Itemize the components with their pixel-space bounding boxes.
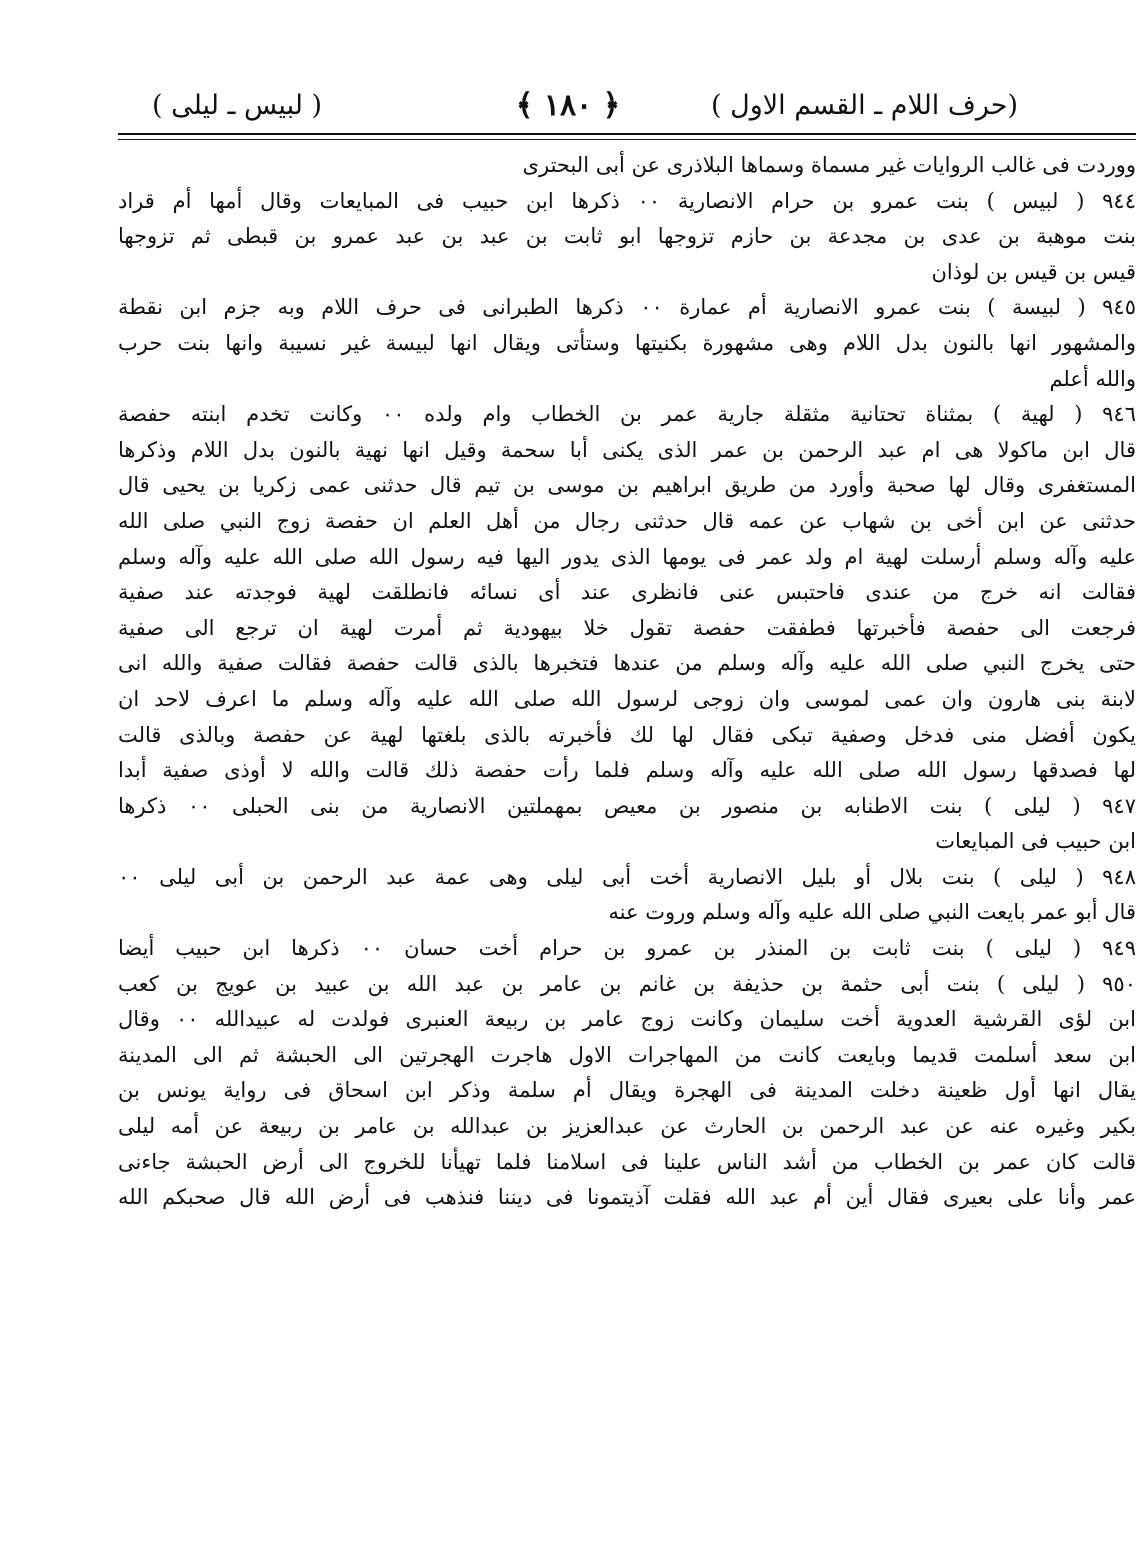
text-line: ٩٤٦ ( لهية ) بمثناة تحتانية مثقلة جارية عمر بن الخطاب وام ولده ٠٠ وكانت تخدم ابنته حفصة bbox=[118, 402, 1136, 427]
page-header bbox=[118, 86, 1018, 130]
text-line: حتى يخرج النبي صلى الله عليه وآله وسلم من عندها فتخبرها بالذى قالت حفصة فقالت صفية والله انى bbox=[118, 651, 1136, 676]
text-line: عليه وآله وسلم أرسلت لهية ام ولد عمر فى يومها الذى يدور اليها فيه رسول الله صلى الله عليه وآله وسلم bbox=[118, 544, 1136, 569]
text-line: فرجعت الى حفصة فأخبرتها فطفقت حفصة تقول خلا بيهودية ثم أمرت لهية ان ترجع الى صفية bbox=[118, 615, 1136, 640]
text-line: ٩٤٤ ( لبيس ) بنت عمرو بن حرام الانصارية ٠٠ ذكرها ابن حبيب فى المبايعات وقال أمها أم قراد bbox=[118, 188, 1136, 213]
text-line: ٩٤٩ ( ليلى ) بنت ثابت بن المنذر بن عمرو بن حرام أخت حسان ٠٠ ذكرها ابن حبيب أيضا bbox=[118, 936, 1136, 961]
text-line: يقال انها أول ظعينة دخلت المدينة فى الهجرة ويقال أم سلمة وذكر ابن اسحاق فى رواية يونس بن bbox=[118, 1078, 1136, 1103]
text-line: والمشهور انها بالنون بدل اللام وهى مشهورة بكنيتها وستأتى ويقال انها لبيسة غير نسيبة وانها بنت حرب bbox=[118, 330, 1136, 355]
text-line: لها فصدقها رسول الله صلى الله عليه وآله وسلم فلما رأت حفصة ذلك قالت والله لا أوذى صفية أبدا bbox=[118, 758, 1136, 783]
text-line: ٩٤٨ ( ليلى ) بنت بلال أو بليل الانصارية أخت أبى ليلى وهى عمة عبد الرحمن بن أبى ليلى ٠٠ bbox=[118, 864, 1136, 889]
text-line: ابن سعد أسلمت قديما وبايعت كانت من المهاجرات الاول هاجرت الهجرتين الى الحبشة ثم الى المدينة bbox=[118, 1042, 1136, 1067]
text-line: حدثنى عن ابن أخى بن شهاب عن عمه قال حدثنى رجال من أهل العلم ان حفصة زوج النبي صلى الله bbox=[118, 508, 1136, 533]
text-line: قالت كان عمر بن الخطاب من أشد الناس علينا فى اسلامنا فلما تهيأنا للخروج الى أرض الحبشة جاءنى bbox=[118, 1149, 1136, 1174]
text-line: ابن لؤى القرشية العدوية أخت سليمان وكانت زوج عامر بن ربيعة العنبرى فولدت له عبيدالله ٠٠ وقال bbox=[118, 1007, 1136, 1032]
header-rule-thick bbox=[118, 133, 1136, 135]
text-line: قال أبو عمر بايعت النبي صلى الله عليه وآله وسلم وروت عنه bbox=[608, 900, 1136, 925]
header-section-title: (حرف اللام ـ القسم الاول ) bbox=[710, 90, 1018, 121]
text-line: بكير وغيره عنه عن عبد الرحمن بن الحارث عن عبدالعزيز بن عبدالله بن عامر بن ربيعة عن أمه ليلى bbox=[118, 1114, 1136, 1139]
text-line: عمر وأنا على بعيرى فقال أين أم عبد الله فقلت آذيتمونا فى ديننا فنذهب فى أرض الله قال صحبكم الله bbox=[118, 1185, 1136, 1210]
text-line: ووردت فى غالب الروايات غير مسماة وسماها البلاذرى عن أبى البحترى bbox=[522, 153, 1136, 177]
text-line: بنت موهبة بن عدى بن مجدعة بن حازم تزوجها ابو ثابت بن عبد بن عبد عمرو بن قبطى ثم تزوجها bbox=[118, 224, 1136, 249]
text-line: والله أعلم bbox=[1049, 366, 1136, 391]
text-line: ٩٤٥ ( لبيسة ) بنت عمرو الانصارية أم عمارة ٠٠ ذكرها الطبرانى فى حرف اللام وبه جزم ابن نقطة bbox=[118, 295, 1136, 320]
text-line: قيس بن قيس بن لوذان bbox=[931, 259, 1136, 284]
text-line: ٩٥٠ ( ليلى ) بنت أبى حثمة بن حذيفة بن غانم بن عامر بن عبد الله بن عبيد بن عويج بن كعب bbox=[118, 971, 1136, 996]
text-line: ٩٤٧ ( ليلى ) بنت الاطنابه بن منصور بن معيص بمهملتين الانصارية من بنى الحبلى ٠٠ ذكرها bbox=[118, 793, 1136, 818]
header-rule-thin bbox=[118, 139, 1136, 140]
body-text bbox=[118, 148, 1136, 1216]
page-number: ﴿ ١٨٠ ﴾ bbox=[515, 88, 621, 123]
text-line: لابنة بنى هارون وان عمى لموسى وان زوجى لرسول الله صلى الله عليه وآله وسلم ما اعرف لاحد ان bbox=[118, 686, 1136, 711]
text-line: ابن حبيب فى المبايعات bbox=[935, 829, 1136, 854]
text-line: المستغفرى وقال لها صحبة وأورد من طريق ابراهيم بن موسى بن تيم قال حدثنى عمى زكريا بن يحيى قال bbox=[118, 473, 1136, 498]
text-line: يكون أفضل منى فدخل وصفية تبكى فقال لها لك فأخبرته بالذى بلغتها لهية عن حفصة وبالذى قالت bbox=[118, 722, 1136, 747]
header-entry-range: ( لبيس ـ ليلى ) bbox=[152, 90, 323, 121]
text-line: فقالت انه خرج من عندى فاحتبس عنى فانظرى عند أى نسائه فانطلقت لهية فوجدته عند صفية bbox=[118, 580, 1136, 605]
text-line: قال ابن ماكولا هى ام عبد الرحمن بن عمر الذى يكنى أبا سحمة وقيل انها نهية بالنون بدل اللام وذكرها bbox=[118, 437, 1136, 462]
